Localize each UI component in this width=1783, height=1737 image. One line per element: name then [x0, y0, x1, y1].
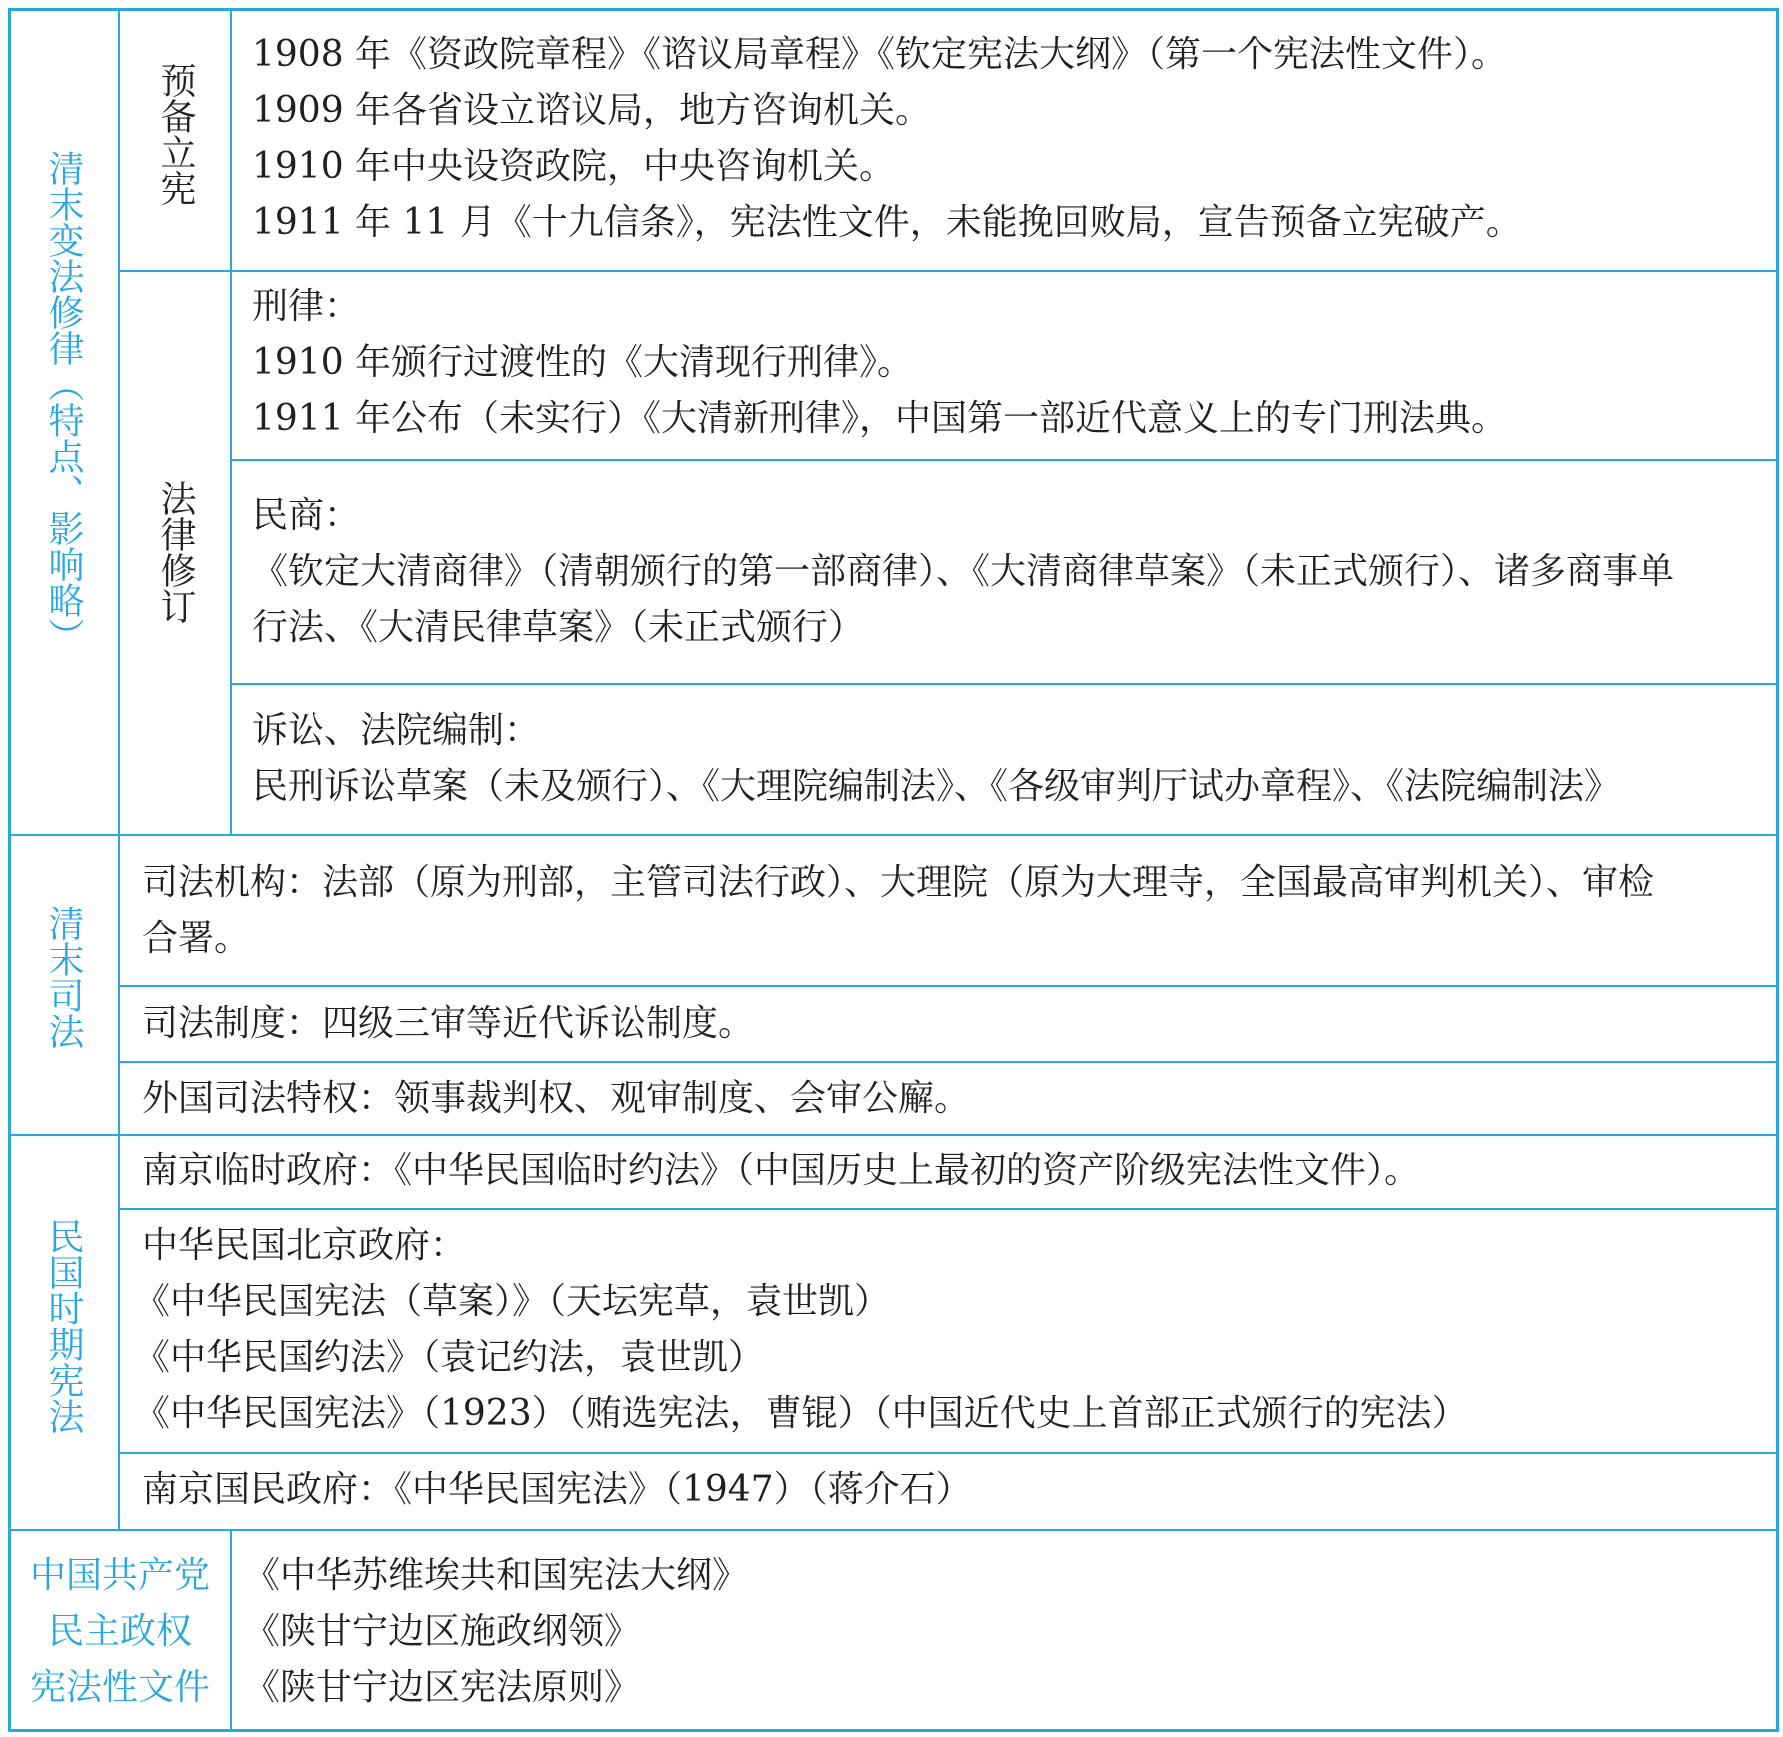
section-label-reform: 清末变法修律（特点、影响略）: [43, 150, 84, 654]
nanjing-provisional-line: 南京临时政府：《中华民国临时约法》（中国历史上最初的资产阶级宪法性文件）。: [142, 1150, 1421, 1191]
ccp-line: 《中华苏维埃共和国宪法大纲》: [244, 1555, 749, 1596]
ccp-label-line: 民主政权: [47, 1611, 192, 1652]
prep-line: 1910 年中央设资政院，中央咨询机关。: [252, 146, 896, 187]
civil-line: 民商：: [252, 495, 361, 536]
divider: [8, 834, 1779, 836]
ccp-content: [244, 1548, 748, 1716]
judiciary-privilege: [142, 1071, 970, 1127]
criminal-line: 1910 年颁行过渡性的《大清现行刑律》。: [252, 342, 914, 383]
beijing-line: 《中华民国约法》（袁记约法，袁世凯）: [134, 1337, 765, 1378]
beijing-line: 《中华民国宪法（草案）》（天坛宪草，袁世凯）: [134, 1281, 891, 1322]
section-label-republic: 民国时期宪法: [43, 1218, 84, 1434]
beijing-content: [134, 1218, 1468, 1442]
ccp-label-line: 宪法性文件: [29, 1667, 210, 1708]
divider: [8, 1529, 1779, 1531]
divider: [230, 1530, 232, 1732]
prep-content: [252, 27, 1522, 251]
prep-line: 1911 年 11 月《十九信条》，宪法性文件，未能挽回败局，宣告预备立宪破产。: [252, 202, 1522, 243]
divider: [118, 270, 1779, 272]
nanjing-national: [142, 1462, 972, 1518]
civil-line: 行法、《大清民律草案》（未正式颁行）: [252, 607, 865, 648]
litigation-line: 诉讼、法院编制：: [252, 710, 541, 751]
civil-line: 《钦定大清商律》（清朝颁行的第一部商律）、《大清商律草案》（未正式颁行）、诸多商事单: [252, 551, 1675, 592]
subsection-label-revision: 法律修订: [155, 480, 196, 624]
beijing-line: 《中华民国宪法》（1923）（贿选宪法，曹锟）（中国近代史上首部正式颁行的宪法）: [134, 1393, 1468, 1434]
litigation-line: 民刑诉讼草案（未及颁行）、《大理院编制法》、《各级审判厅试办章程》、《法院编制法》: [252, 766, 1621, 807]
system-line: 司法制度：四级三审等近代诉讼制度。: [142, 1003, 755, 1044]
subsection-label-prep: 预备立宪: [155, 62, 196, 206]
litigation-content: [252, 703, 1620, 815]
beijing-line: 中华民国北京政府：: [142, 1225, 467, 1266]
divider: [118, 1452, 1779, 1454]
divider: [118, 1061, 1779, 1063]
institutions-line: 合署。: [142, 918, 251, 959]
criminal-content: [252, 279, 1507, 447]
prep-line: 1909 年各省设立谘议局，地方咨询机关。: [252, 90, 932, 131]
nanjing-provisional: [142, 1143, 1420, 1199]
ccp-label-line: 中国共产党: [29, 1555, 210, 1596]
institutions-line: 司法机构：法部（原为刑部，主管司法行政）、大理院（原为大理寺，全国最高审判机关）、审检: [142, 862, 1655, 903]
divider: [118, 1208, 1779, 1210]
civil-content: [252, 488, 1674, 656]
divider: [230, 8, 232, 835]
privilege-line: 外国司法特权：领事裁判权、观审制度、会审公廨。: [142, 1078, 971, 1119]
divider: [230, 683, 1779, 685]
criminal-line: 1911 年公布（未实行）《大清新刑律》，中国第一部近代意义上的专门刑法典。: [252, 398, 1508, 439]
divider: [8, 1134, 1779, 1136]
ccp-line: 《陕甘宁边区宪法原则》: [244, 1667, 641, 1708]
divider: [230, 459, 1779, 461]
nanjing-national-line: 南京国民政府：《中华民国宪法》（1947）（蒋介石）: [142, 1469, 972, 1510]
section-label-judiciary: 清末司法: [43, 905, 84, 1049]
divider: [118, 985, 1779, 987]
criminal-line: 刑律：: [252, 286, 361, 327]
divider: [118, 8, 120, 1530]
prep-line: 1908 年《资政院章程》《谘议局章程》《钦定宪法大纲》（第一个宪法性文件）。: [252, 34, 1508, 75]
judiciary-system: [142, 996, 754, 1052]
ccp-line: 《陕甘宁边区施政纲领》: [244, 1611, 641, 1652]
section-label-ccp: [10, 1548, 230, 1716]
judiciary-institutions: [142, 855, 1654, 967]
